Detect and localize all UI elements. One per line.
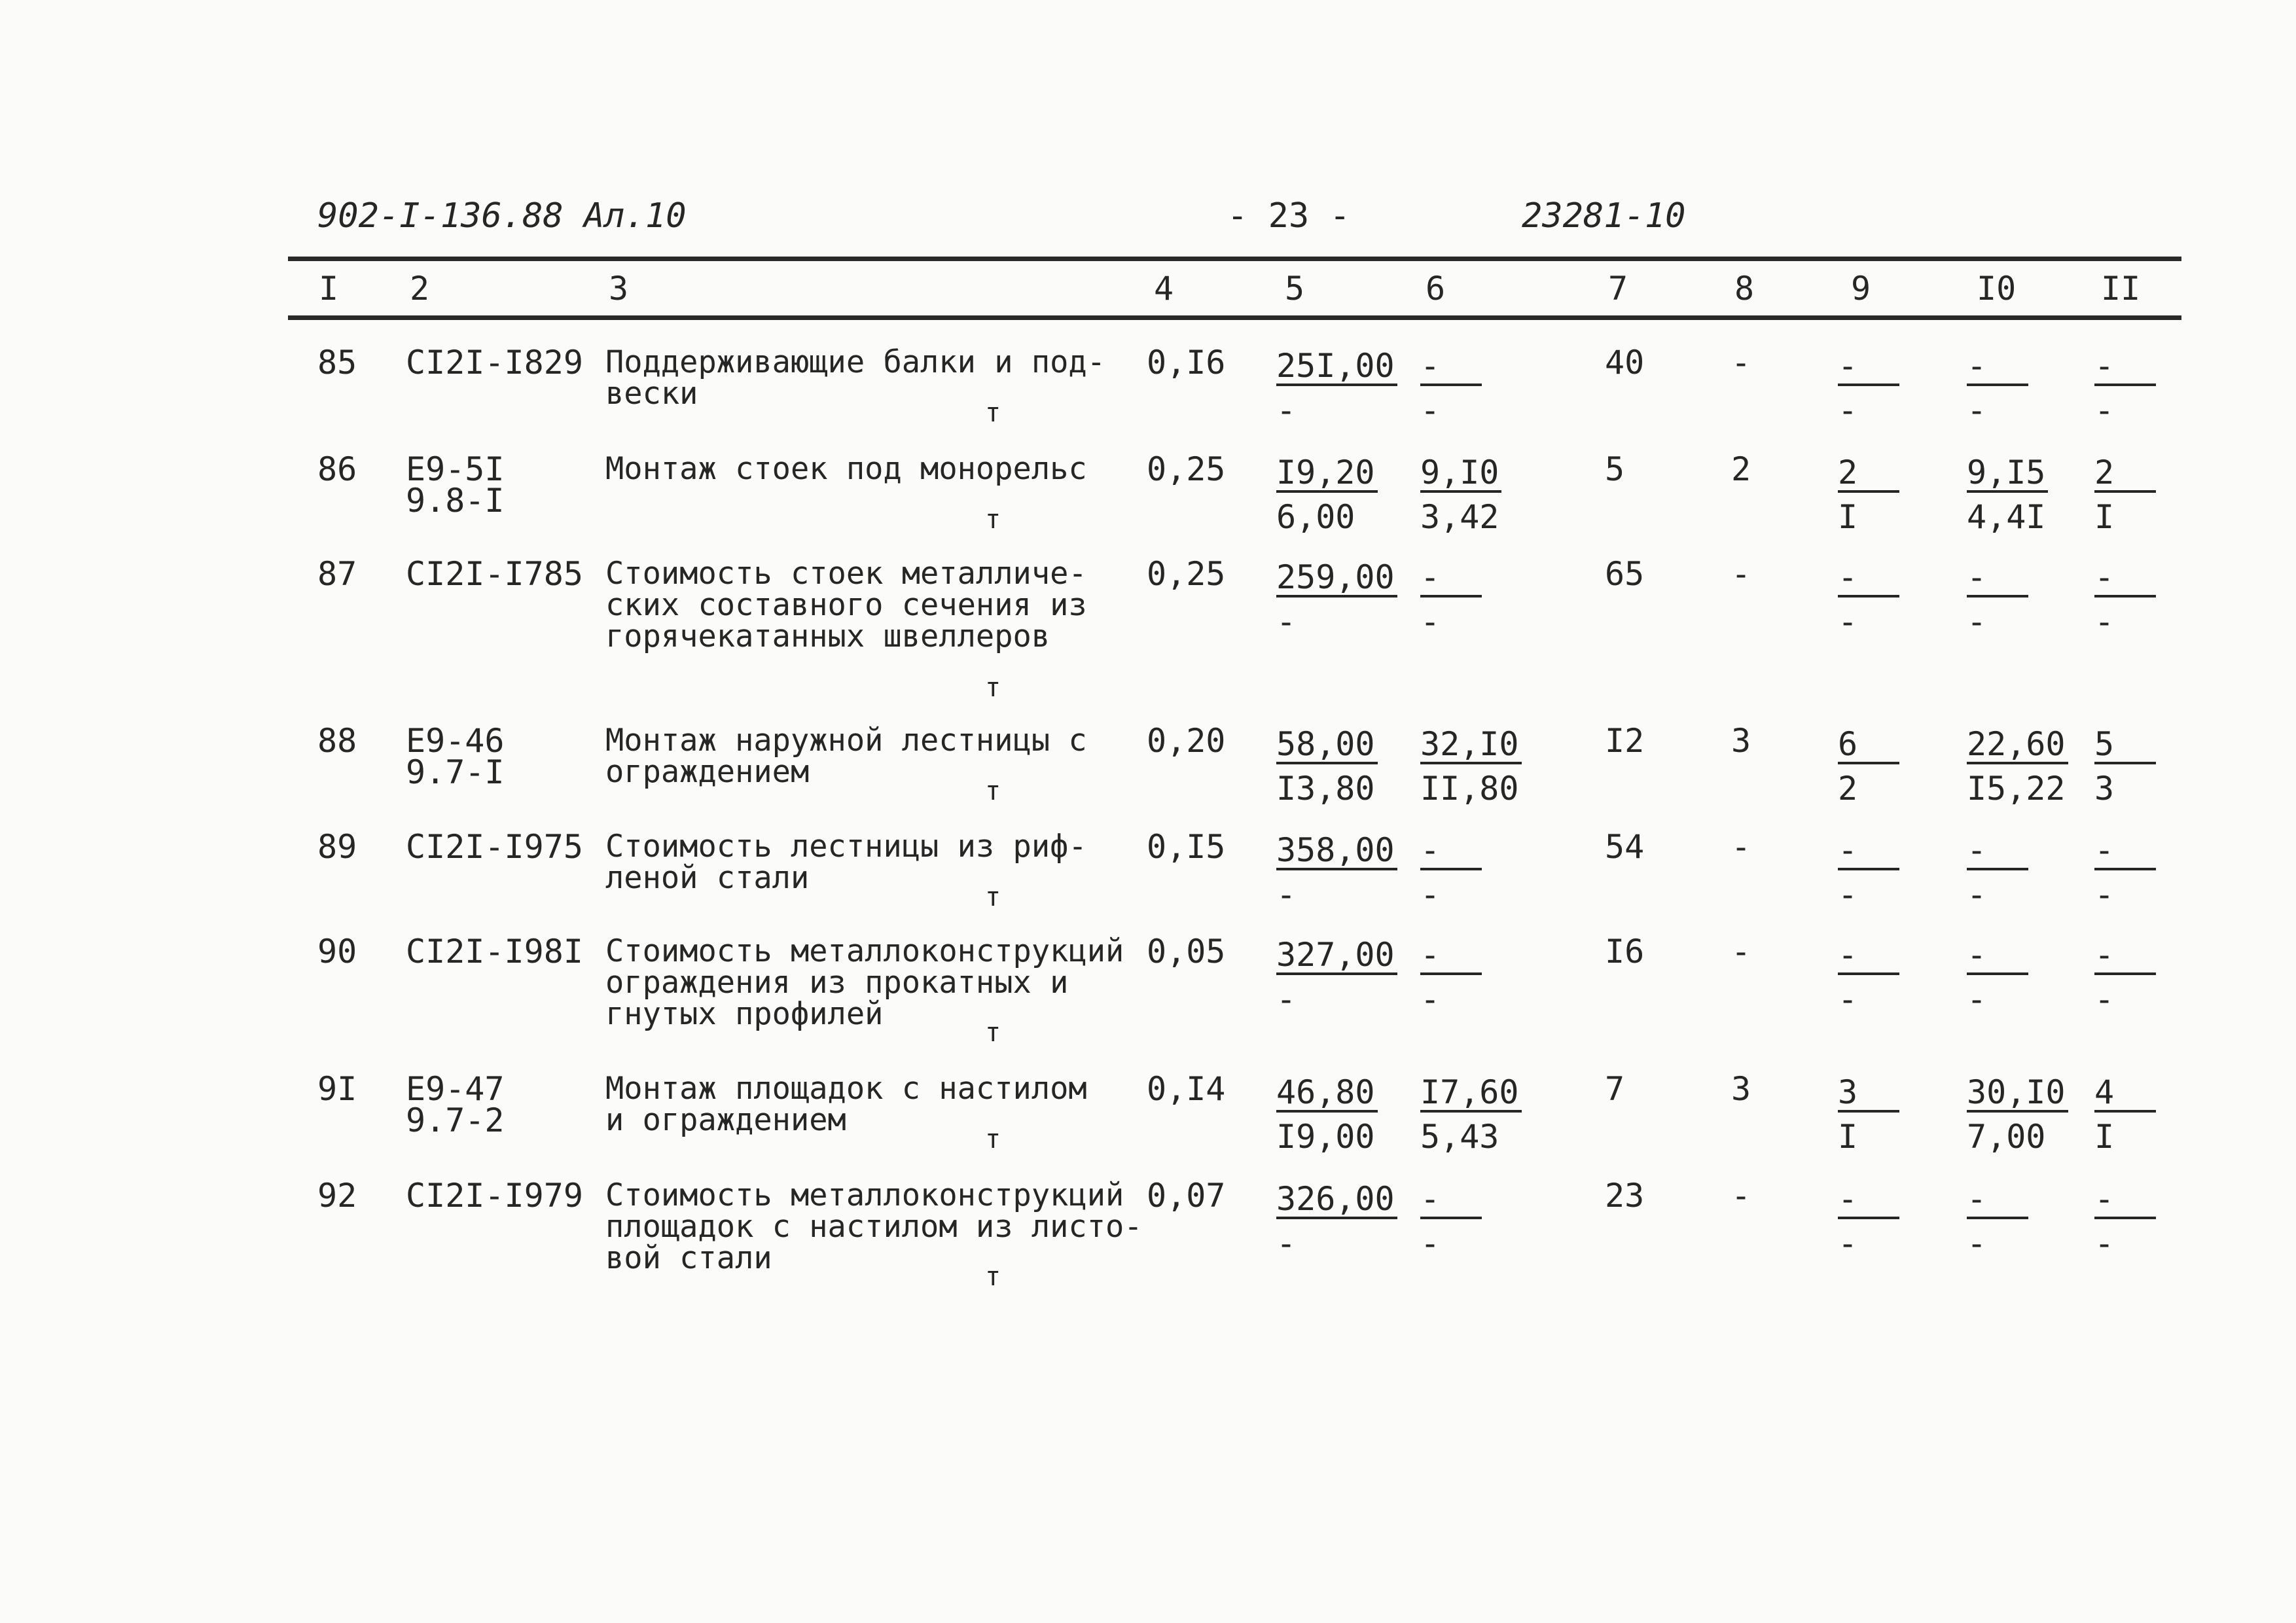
value-col-10-numerator: - — [1967, 1183, 2028, 1219]
cost-col-5 — [1276, 558, 1397, 641]
unit-label: т — [985, 398, 1001, 428]
reference-number: 23281-10 — [1522, 196, 1686, 236]
cost-col-5 — [1276, 1180, 1397, 1260]
value-col-11-denominator: - — [2094, 876, 2115, 914]
value-col-10-denominator: I5,22 — [1967, 770, 2066, 808]
cost-col-5 — [1276, 347, 1397, 427]
norm-code: CI2I-I98I — [406, 933, 583, 971]
value-col-10 — [1967, 1073, 2068, 1156]
value-col-7: I6 — [1605, 933, 1645, 971]
value-col-8: - — [1731, 1177, 1751, 1215]
cost-col-5-denominator: - — [1276, 603, 1297, 641]
unit-label: т — [985, 1124, 1001, 1154]
value-col-11-denominator: I — [2094, 1118, 2115, 1156]
column-header-2: 2 — [410, 270, 430, 308]
quantity: 0,I5 — [1147, 828, 1226, 866]
cost-col-5 — [1276, 725, 1378, 808]
cost-col-5-numerator: 358,00 — [1276, 834, 1397, 870]
value-col-10-denominator: - — [1967, 876, 1987, 914]
value-col-11 — [2094, 454, 2156, 536]
cost-col-6-numerator: - — [1420, 1183, 1482, 1219]
value-col-10 — [1967, 454, 2048, 536]
cost-col-5-denominator: - — [1276, 391, 1297, 429]
value-col-7: 5 — [1605, 450, 1625, 488]
value-col-10-denominator: - — [1967, 1224, 1987, 1262]
value-col-11 — [2094, 1073, 2156, 1156]
value-col-9 — [1838, 1073, 1899, 1156]
value-col-9-denominator: - — [1838, 391, 1858, 429]
cost-col-6 — [1420, 831, 1482, 914]
value-col-9-denominator: I — [1838, 498, 1858, 536]
value-col-7: 40 — [1605, 344, 1645, 382]
cost-col-6-numerator: - — [1420, 349, 1482, 386]
value-col-11-numerator: - — [2094, 938, 2156, 975]
cost-col-5-denominator: I9,00 — [1276, 1118, 1375, 1156]
row-number: 85 — [317, 344, 357, 382]
column-header-11: II — [2101, 270, 2141, 308]
cost-col-5 — [1276, 936, 1397, 1016]
cost-col-5 — [1276, 454, 1378, 536]
row-number: 89 — [317, 828, 357, 866]
cost-col-6-numerator: 32,I0 — [1420, 728, 1522, 764]
value-col-11-denominator: - — [2094, 391, 2115, 429]
cost-col-6-denominator: 3,42 — [1420, 498, 1499, 536]
unit-label: т — [985, 1262, 1001, 1292]
value-col-8: - — [1731, 933, 1751, 971]
value-col-11-numerator: 4 — [2094, 1076, 2156, 1113]
row-number: 86 — [317, 450, 357, 488]
value-col-9-denominator: 2 — [1838, 770, 1858, 808]
cost-col-6-denominator: - — [1420, 391, 1441, 429]
unit-label: т — [985, 882, 1001, 912]
cost-col-5 — [1276, 831, 1397, 914]
row-number: 90 — [317, 933, 357, 971]
cost-col-5-numerator: 25I,00 — [1276, 349, 1397, 386]
cost-col-5-numerator: 46,80 — [1276, 1076, 1378, 1113]
value-col-10-numerator: - — [1967, 938, 2028, 975]
value-col-10-denominator: - — [1967, 980, 1987, 1018]
value-col-10-numerator: - — [1967, 561, 2028, 597]
value-col-10-numerator: 22,60 — [1967, 728, 2068, 764]
work-description: Стоимость металлоконструкций площадок с настилом из листо- вой стали — [605, 1177, 1143, 1276]
value-col-7: 7 — [1605, 1070, 1625, 1108]
column-header-1: I — [319, 270, 339, 308]
value-col-11 — [2094, 831, 2156, 914]
quantity: 0,20 — [1147, 722, 1226, 760]
value-col-11-denominator: - — [2094, 603, 2115, 641]
cost-col-6 — [1420, 558, 1482, 641]
cost-col-5-numerator: I9,20 — [1276, 456, 1378, 493]
value-col-11-numerator: 5 — [2094, 728, 2156, 764]
norm-code: E9-47 9.7-2 — [406, 1070, 505, 1139]
value-col-11 — [2094, 1180, 2156, 1260]
value-col-11-denominator: 3 — [2094, 770, 2115, 808]
work-description: Поддерживающие балки и под- вески — [605, 344, 1106, 412]
work-description: Монтаж наружной лестницы с ограждением — [605, 722, 1087, 790]
cost-col-6 — [1420, 454, 1501, 536]
column-header-10: I0 — [1977, 270, 2017, 308]
value-col-11 — [2094, 725, 2156, 808]
row-number: 92 — [317, 1177, 357, 1215]
cost-col-6 — [1420, 347, 1482, 427]
value-col-9-numerator: - — [1838, 349, 1899, 386]
cost-col-6-denominator: - — [1420, 876, 1441, 914]
value-col-9-numerator: - — [1838, 834, 1899, 870]
value-col-10-denominator: 7,00 — [1967, 1118, 2046, 1156]
table-header-rule — [288, 315, 2181, 320]
value-col-8: 2 — [1731, 450, 1751, 488]
cost-col-6 — [1420, 1073, 1522, 1156]
value-col-10 — [1967, 936, 2028, 1016]
cost-col-5-denominator: 6,00 — [1276, 498, 1355, 536]
cost-col-5-numerator: 326,00 — [1276, 1183, 1397, 1219]
cost-col-6-denominator: II,80 — [1420, 770, 1519, 808]
column-header-5: 5 — [1285, 270, 1305, 308]
row-number: 88 — [317, 722, 357, 760]
cost-col-5-denominator: - — [1276, 1224, 1297, 1262]
value-col-11-numerator: - — [2094, 561, 2156, 597]
norm-code: CI2I-I785 — [406, 555, 583, 593]
value-col-10 — [1967, 1180, 2028, 1260]
cost-col-6-denominator: - — [1420, 1224, 1441, 1262]
norm-code: E9-46 9.7-I — [406, 722, 505, 791]
quantity: 0,07 — [1147, 1177, 1226, 1215]
value-col-10-numerator: - — [1967, 349, 2028, 386]
value-col-9 — [1838, 725, 1899, 808]
cost-col-6-denominator: - — [1420, 980, 1441, 1018]
value-col-9 — [1838, 454, 1899, 536]
table-top-rule — [288, 257, 2181, 261]
work-description: Стоимость стоек металличе- ских составного сечения из горячекатанных швеллеров — [605, 556, 1087, 654]
column-header-8: 8 — [1734, 270, 1755, 308]
value-col-9-numerator: - — [1838, 1183, 1899, 1219]
cost-col-6-numerator: - — [1420, 561, 1482, 597]
row-number: 87 — [317, 555, 357, 593]
value-col-11-numerator: - — [2094, 349, 2156, 386]
value-col-10 — [1967, 558, 2028, 641]
value-col-7: 23 — [1605, 1177, 1645, 1215]
quantity: 0,25 — [1147, 555, 1226, 593]
value-col-8: - — [1731, 344, 1751, 382]
cost-col-6 — [1420, 936, 1482, 1016]
value-col-10 — [1967, 831, 2028, 914]
work-description: Стоимость металлоконструкций ограждения из прокатных и гнутых профилей — [605, 933, 1124, 1032]
unit-label: т — [985, 1018, 1001, 1048]
value-col-10-numerator: 9,I5 — [1967, 456, 2048, 493]
value-col-9-numerator: 2 — [1838, 456, 1899, 493]
cost-col-6-denominator: 5,43 — [1420, 1118, 1499, 1156]
value-col-11-numerator: - — [2094, 1183, 2156, 1219]
norm-code: CI2I-I829 — [406, 344, 583, 382]
value-col-9 — [1838, 936, 1899, 1016]
quantity: 0,25 — [1147, 450, 1226, 488]
value-col-9 — [1838, 347, 1899, 427]
column-header-7: 7 — [1608, 270, 1628, 308]
value-col-7: I2 — [1605, 722, 1645, 760]
value-col-9-denominator: - — [1838, 876, 1858, 914]
unit-label: т — [985, 673, 1001, 703]
cost-col-5 — [1276, 1073, 1378, 1156]
cost-col-5-numerator: 259,00 — [1276, 561, 1397, 597]
value-col-11 — [2094, 936, 2156, 1016]
work-description: Монтаж площадок с настилом и ограждением — [605, 1071, 1087, 1138]
column-header-4: 4 — [1154, 270, 1174, 308]
value-col-10-denominator: 4,4I — [1967, 498, 2046, 536]
value-col-9 — [1838, 1180, 1899, 1260]
row-number: 9I — [317, 1070, 357, 1108]
value-col-9-denominator: I — [1838, 1118, 1858, 1156]
work-description: Стоимость лестницы из риф- леной стали — [605, 829, 1087, 896]
doc-code: 902-I-136.88 Ал.10 — [317, 196, 687, 236]
value-col-11-numerator: 2 — [2094, 456, 2156, 493]
norm-code: CI2I-I979 — [406, 1177, 583, 1215]
unit-label: т — [985, 505, 1001, 535]
value-col-10 — [1967, 725, 2068, 808]
value-col-9-denominator: - — [1838, 980, 1858, 1018]
cost-col-5-denominator: - — [1276, 980, 1297, 1018]
column-header-9: 9 — [1851, 270, 1871, 308]
work-description: Монтаж стоек под монорельс — [605, 451, 1087, 487]
cost-col-5-numerator: 327,00 — [1276, 938, 1397, 975]
value-col-9 — [1838, 831, 1899, 914]
value-col-11-denominator: - — [2094, 1224, 2115, 1262]
value-col-11-numerator: - — [2094, 834, 2156, 870]
value-col-8: 3 — [1731, 722, 1751, 760]
value-col-9-numerator: 3 — [1838, 1076, 1899, 1113]
value-col-11 — [2094, 558, 2156, 641]
cost-col-6-denominator: - — [1420, 603, 1441, 641]
value-col-10-numerator: - — [1967, 834, 2028, 870]
value-col-10-denominator: - — [1967, 603, 1987, 641]
quantity: 0,I4 — [1147, 1070, 1226, 1108]
cost-col-6 — [1420, 1180, 1482, 1260]
value-col-10-denominator: - — [1967, 391, 1987, 429]
norm-code: CI2I-I975 — [406, 828, 583, 866]
column-header-3: 3 — [609, 270, 629, 308]
value-col-7: 54 — [1605, 828, 1645, 866]
column-header-6: 6 — [1426, 270, 1446, 308]
page-number: - 23 - — [1227, 196, 1350, 236]
value-col-8: - — [1731, 555, 1751, 593]
cost-col-6-numerator: I7,60 — [1420, 1076, 1522, 1113]
unit-label: т — [985, 776, 1001, 806]
cost-col-6-numerator: - — [1420, 938, 1482, 975]
cost-col-5-numerator: 58,00 — [1276, 728, 1378, 764]
value-col-9-denominator: - — [1838, 603, 1858, 641]
value-col-10 — [1967, 347, 2028, 427]
value-col-9 — [1838, 558, 1899, 641]
quantity: 0,05 — [1147, 933, 1226, 971]
value-col-10-numerator: 30,I0 — [1967, 1076, 2068, 1113]
cost-col-5-denominator: I3,80 — [1276, 770, 1375, 808]
value-col-9-numerator: - — [1838, 561, 1899, 597]
cost-col-5-denominator: - — [1276, 876, 1297, 914]
quantity: 0,I6 — [1147, 344, 1226, 382]
norm-code: E9-5I 9.8-I — [406, 450, 505, 520]
value-col-8: - — [1731, 828, 1751, 866]
cost-col-6-numerator: 9,I0 — [1420, 456, 1501, 493]
value-col-8: 3 — [1731, 1070, 1751, 1108]
value-col-11-denominator: I — [2094, 498, 2115, 536]
value-col-11-denominator: - — [2094, 980, 2115, 1018]
value-col-7: 65 — [1605, 555, 1645, 593]
cost-col-6 — [1420, 725, 1522, 808]
value-col-11 — [2094, 347, 2156, 427]
value-col-9-denominator: - — [1838, 1224, 1858, 1262]
cost-col-6-numerator: - — [1420, 834, 1482, 870]
value-col-9-numerator: 6 — [1838, 728, 1899, 764]
value-col-9-numerator: - — [1838, 938, 1899, 975]
